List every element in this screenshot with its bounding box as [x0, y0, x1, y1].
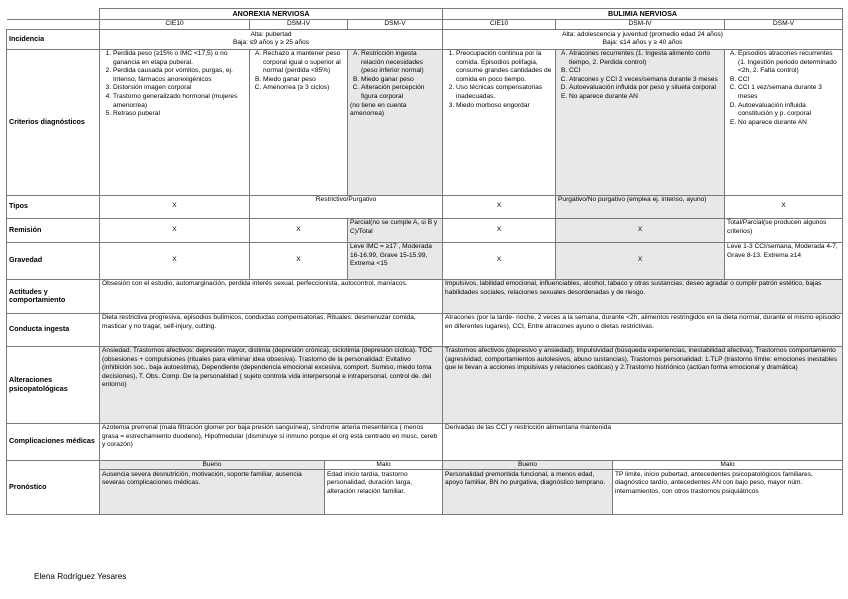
an-dsm4-header: DSM-IV — [250, 20, 348, 30]
an-pronostico-bueno-header: Bueno — [100, 460, 325, 470]
bn-remision-cie10: X — [443, 218, 556, 242]
author-footer: Elena Rodríguez Yesares — [34, 572, 127, 581]
list-item: 2. Perdida causada por vómitos, purgas, ej. Intenso, fármacos anorexigénicos — [113, 67, 247, 84]
an-tipos-cie10: X — [100, 195, 250, 218]
list-item: C. CCI 1 vez/semana durante 3 meses — [738, 84, 840, 101]
an-pronostico-malo: Edad inicio tardía, trastorno personalidad, duración larga, alteración relación familiar. — [325, 470, 443, 515]
an-incidencia-baja: Baja: ≤9 años y ≥ 25 años — [232, 39, 310, 47]
list-item: A. Restricción ingesta relación necesidades (peso inferior normal) — [361, 50, 440, 76]
bn-actitudes: Impulsivos, labilidad emocional, influenciables, alcohol, tabaco y otras sustancias; deseo agradar o cumplir patrón estético, bajas habilidades sociales, relaciones sexuales desordenadas y de riesgo. — [443, 279, 843, 313]
row-label-complicaciones: Complicaciones médicas — [7, 423, 100, 460]
list-item: 3. Miedo morboso engordar — [456, 102, 553, 111]
an-incidencia — [100, 29, 443, 49]
bn-complicaciones: Derivadas de las CCI y restricción alimentaria mantenida — [443, 423, 843, 460]
an-dsm5-list — [350, 50, 440, 102]
list-item: B. Miedo ganar peso — [361, 76, 440, 85]
bn-tipos-dsm4: Purgativo/No purgativo (emplea ej. intenso, ayuno) — [556, 195, 725, 218]
bn-dsm5-list — [727, 50, 840, 127]
an-criterios-dsm4 — [250, 49, 348, 195]
list-item: E. No aparece durante AN — [738, 119, 840, 128]
comparison-table — [6, 8, 843, 515]
bn-criterios-cie10 — [443, 49, 556, 195]
bn-incidencia-alta: Alta: adolescencia y juventud (promedio edad 24 años) — [562, 30, 723, 38]
corner-blank — [7, 9, 100, 20]
bn-gravedad-dsm5: Leve 1-3 CCI/semana, Moderada 4-7, Grave 8-13. Extrema ≥14 — [725, 242, 843, 279]
bn-pronostico-bueno-header: Bueno — [443, 460, 613, 470]
list-item: 4. Trastorno generalizado hormonal (mujeres amenorrea) — [113, 93, 247, 110]
bn-pronostico-malo: TP limite, inicio pubertad, antecedentes psicopatológicos familiares, diagnóstico tardío, antecedentes AN con bajo peso, mayor núm. internamientos, con otros trastornos psiquiátricos — [613, 470, 843, 515]
row-label-gravedad: Gravedad — [7, 242, 100, 279]
row-label-alteraciones: Alteraciones psicopatológicas — [7, 346, 100, 423]
row-label-actitudes: Actitudes y comportamiento — [7, 279, 100, 313]
bn-incidencia-baja: Baja: ≤14 años y ≥ 40 años — [602, 39, 683, 47]
list-item: B. CCI — [569, 67, 722, 76]
list-item: E. No aparece durante AN — [569, 93, 722, 102]
an-pronostico-malo-header: Malo — [325, 460, 443, 470]
bn-remision-dsm5: Total/Parcial(se producen algunos criterios) — [725, 218, 843, 242]
an-gravedad-dsm4: X — [250, 242, 348, 279]
list-item: C. Atracones y CCI 2 veces/semana durante 3 meses — [569, 76, 722, 85]
bn-criterios-dsm4 — [556, 49, 725, 195]
list-item: 1. Preocupación continua por la comida. Episodios polifagia, consume grandes cantidades de comida en poco tiempo. — [456, 50, 553, 84]
list-item: 3. Distorsión imagen corporal — [113, 84, 247, 93]
an-remision-cie10: X — [100, 218, 250, 242]
bn-criterios-dsm5 — [725, 49, 843, 195]
an-criterios-cie10 — [100, 49, 250, 195]
list-item: 1. Perdida peso (≥15% o IMC <17,5) o no ganancia en etapa puberal. — [113, 50, 247, 67]
bn-dsm5-header: DSM-V — [725, 20, 843, 30]
list-item: B. CCI — [738, 76, 840, 85]
an-dsm5-header: DSM-V — [348, 20, 443, 30]
list-item: 2. Uso técnicas compensatorias inadecuadas. — [456, 84, 553, 101]
row-label-incidencia: Incidencia — [7, 29, 100, 49]
bn-dsm4-list — [558, 50, 722, 102]
bn-remision-dsm4: X — [556, 218, 725, 242]
an-cie10-list — [102, 50, 247, 119]
row-label-tipos: Tipos — [7, 195, 100, 218]
list-item: D. Autoevaluación influida constitución y p. corporal — [738, 102, 840, 119]
an-dsm5-note: (no tiene en cuenta amenorrea) — [350, 101, 407, 118]
list-item: B. Miedo ganar peso — [263, 76, 345, 85]
bn-dsm4-header: DSM-IV — [556, 20, 725, 30]
an-cie10-header: CIE10 — [100, 20, 250, 30]
bn-conducta: Atracones (por la tarde- noche, 2 veces a la semana, durante <2h, alimentos restringidos en la dieta normal, durante el mismo episodio en diferentes lugares), CCI, Entre atracones ayuno o dietas restrictivas. — [443, 313, 843, 346]
list-item: 5. Retraso puberal — [113, 110, 247, 119]
list-item: A. Rechazo a mantener peso corporal igual o superior al normal (perdida <85%) — [263, 50, 345, 76]
list-item: A. Episodios atracones recurrentes (1. Ingestión periodo determinado <2h, 2. Falta control) — [738, 50, 840, 76]
an-gravedad-dsm5: Leve IMC = ≥17 , Moderada 16-16.99, Grave 15-15.99, Extrema <15 — [348, 242, 443, 279]
an-dsm4-list — [252, 50, 345, 93]
bulimia-header: BULIMIA NERVIOSA — [443, 9, 843, 20]
an-remision-dsm5: Parcial(no se cumple A, si B y C)/Total — [348, 218, 443, 242]
bn-alteraciones: Trastornos afectivos (depresivo y ansiedad), Impulsividad (búsqueda experiencias, inestabilidad afectiva), Trastornos comportamiento (agresividad, comportamientos autolesivos, abuso sustancias), Trastornos personalidad: 1.TLP (trastorno límite: emociones inestables que le llevan a acciones impulsivas y relaciones caóticas) y 2.Trastorno histriónico (actúan forma emocional y dramática) — [443, 346, 843, 423]
anorexia-header: ANOREXIA NERVIOSA — [100, 9, 443, 20]
row-label-criterios: Criterios diagnósticos — [7, 49, 100, 195]
an-tipos-dsm: Restrictivo/Purgativo — [250, 195, 443, 218]
an-remision-dsm4: X — [250, 218, 348, 242]
row-label-pronostico: Pronóstico — [7, 460, 100, 515]
an-gravedad-cie10: X — [100, 242, 250, 279]
corner-blank-2 — [7, 20, 100, 30]
list-item: A. Atracones recurrentes (1. Ingesta alimento corto tiempo, 2. Perdida control) — [569, 50, 722, 67]
bn-incidencia — [443, 29, 843, 49]
list-item: C. Amenorrea (≥ 3 ciclos) — [263, 84, 345, 93]
an-criterios-dsm5 — [348, 49, 443, 195]
row-label-remision: Remisión — [7, 218, 100, 242]
bn-tipos-dsm5: X — [725, 195, 843, 218]
an-conducta: Dieta restrictiva progresiva, episodios bulímicos, conductas compensatorias. Rituales: desmenuzar comida, masticar y no tragar, self-injury, cutting. — [100, 313, 443, 346]
row-label-conducta: Conducta ingesta — [7, 313, 100, 346]
comparison-table-wrapper — [6, 8, 842, 515]
an-incidencia-alta: Alta: pubertad — [250, 30, 292, 38]
bn-pronostico-malo-header: Malo — [613, 460, 843, 470]
an-complicaciones: Azotemia prerrenal (mala filtración glomer por baja presión sanguínea), síndrome arteria mesentérica ( menos grasa = estrechamiento duodeno), Hipofmedular (disminuye sí inmuno porque el org está centrado en musc, cereb y corazón) — [100, 423, 443, 460]
bn-cie10-header: CIE10 — [443, 20, 556, 30]
bn-gravedad-dsm4: X — [556, 242, 725, 279]
bn-cie10-list — [445, 50, 553, 110]
bn-pronostico-bueno: Personalidad premorbida funcional, a menos edad, apoyo familiar, BN no purgativa, diagnóstico temprano. — [443, 470, 613, 515]
bn-tipos-cie10: X — [443, 195, 556, 218]
list-item: D. Autoevaluación influida por peso y silueta corporal — [569, 84, 722, 93]
bn-gravedad-cie10: X — [443, 242, 556, 279]
an-pronostico-bueno: Ausencia severa desnutrición, motivación, soporte familiar, ausencia severas complicaciones médicas. — [100, 470, 325, 515]
an-alteraciones: Ansiedad. Trastornos afectivos: depresión mayor, distimia (depresión crónica), ciclotimia (depresión cíclica). TOC (obsesiones + compulsiones (rituales para eliminar idea obsesiva). Trastorno de la personalidad: Evitativo (inhibición soc., baja autoestima), Dependiente (dependencia emocional excesiva, comport. Sumiso, miedo toma decisiones), T. Obs. Comp. De la personalidad ( sujeto controla vida interpersonal e intrapersonal, control de. del entorno) — [100, 346, 443, 423]
an-actitudes: Obsesión con el estudio, automarginación, perdida interés sexual, perfeccionista, autocontrol, maníacos. — [100, 279, 443, 313]
list-item: C. Alteración percepción figura corporal — [361, 84, 440, 101]
